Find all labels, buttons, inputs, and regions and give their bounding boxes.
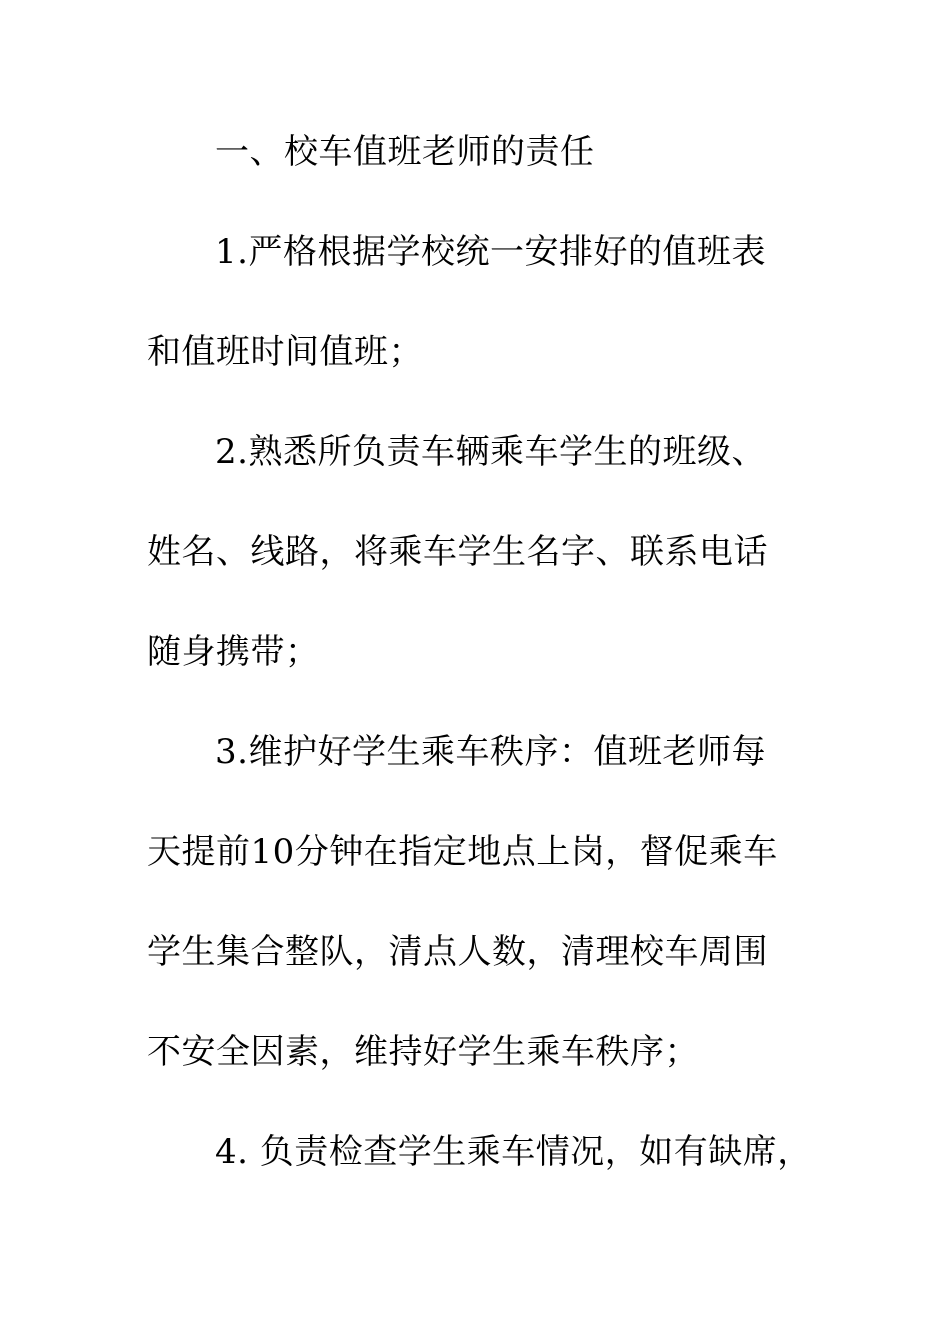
paragraph-line: 4. 负责检查学生乘车情况，如有缺席，: [215, 1132, 812, 1172]
paragraph-line: 不安全因素，维持好学生乘车秩序；: [147, 1032, 699, 1072]
paragraph-line: 学生集合整队，清点人数，清理校车周围: [147, 932, 768, 972]
section-heading: 一、校车值班老师的责任: [215, 132, 595, 172]
paragraph-line: 1.严格根据学校统一安排好的值班表: [215, 232, 766, 272]
paragraph-line: 天提前10分钟在指定地点上岗，督促乘车: [147, 832, 778, 872]
paragraph-line: 3.维护好学生乘车秩序：值班老师每: [215, 732, 766, 772]
paragraph-line: 和值班时间值班；: [147, 332, 423, 372]
paragraph-line: 姓名、线路，将乘车学生名字、联系电话: [147, 532, 768, 572]
paragraph-line: 2.熟悉所负责车辆乘车学生的班级、: [215, 432, 766, 472]
paragraph-line: 随身携带；: [147, 632, 320, 672]
